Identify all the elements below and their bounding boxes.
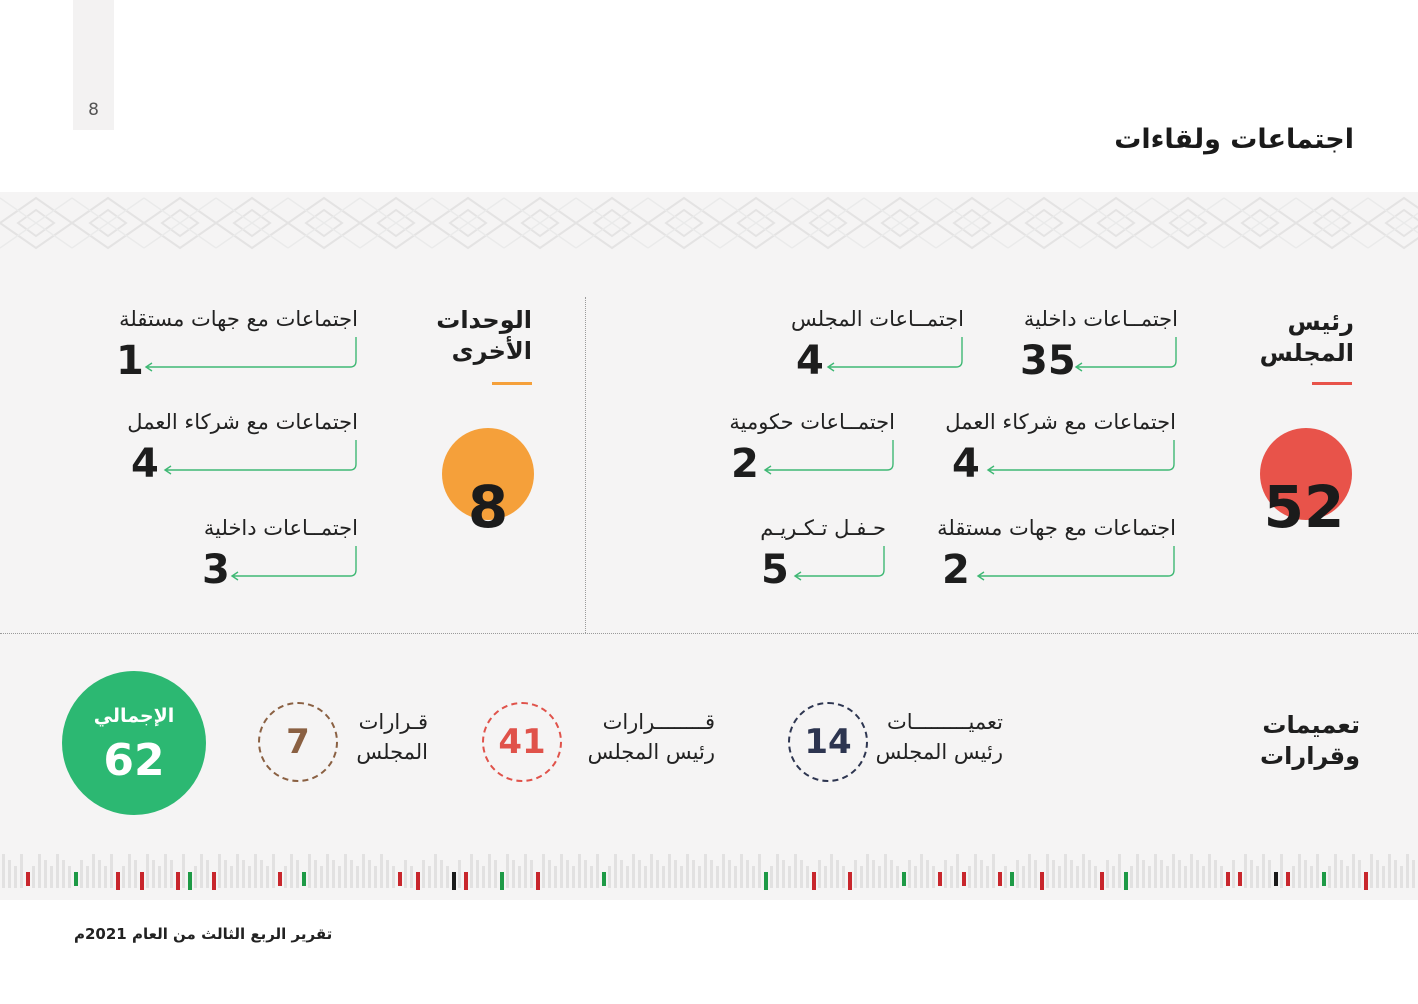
barcode-bar [818, 860, 821, 888]
stat-label: اجتماعات مع جهات مستقلة [937, 516, 1176, 540]
barcode-bar [458, 860, 461, 888]
barcode-bar [854, 860, 857, 888]
barcode-bar [374, 866, 377, 888]
barcode-bar [236, 854, 239, 888]
barcode-bar [764, 872, 768, 890]
barcode-bar [434, 854, 437, 888]
barcode-bar [92, 854, 95, 888]
barcode-bar [14, 866, 17, 888]
barcode-bar [890, 860, 893, 888]
barcode-bar [32, 866, 35, 888]
barcode-bar [1292, 866, 1295, 888]
barcode-bar [488, 854, 491, 888]
barcode-bar [170, 860, 173, 888]
barcode-bar [932, 866, 935, 888]
barcode-bar [1016, 860, 1019, 888]
barcode-bar [362, 854, 365, 888]
barcode-bar [122, 866, 125, 888]
barcode-bar [38, 854, 41, 888]
stat-value: 2 [942, 547, 970, 593]
barcode-bar [1142, 860, 1145, 888]
barcode-bar [1172, 854, 1175, 888]
barcode-bar [176, 872, 180, 890]
barcode-bar [1010, 872, 1014, 886]
barcode-bar [734, 866, 737, 888]
stat-label: اجتمــاعات المجلس [790, 307, 964, 331]
barcode-bar [1238, 872, 1242, 886]
barcode-bar [650, 854, 653, 888]
total-circle [62, 671, 206, 815]
chairman-underline [1312, 382, 1352, 385]
barcode-bar [20, 854, 23, 888]
barcode-bar [626, 866, 629, 888]
barcode-bar [1040, 872, 1044, 890]
stat-chairman-partners [945, 410, 1176, 490]
barcode-bar [1136, 854, 1139, 888]
barcode-bar [518, 866, 521, 888]
barcode-bar [1076, 866, 1079, 888]
barcode-bar [464, 872, 468, 890]
barcode-bar [812, 872, 816, 890]
barcode-bar [98, 860, 101, 888]
barcode-bar [1304, 860, 1307, 888]
section-title: اجتماعات ولقاءات [1114, 124, 1354, 155]
barcode-bar [1208, 854, 1211, 888]
barcode-bar [710, 860, 713, 888]
circulars-chairman-ring: 14 [788, 702, 868, 782]
stat-label: اجتماعات مع شركاء العمل [945, 410, 1176, 434]
barcode-bar [836, 860, 839, 888]
barcode-bar [1352, 854, 1355, 888]
stat-label: اجتماعات مع جهات مستقلة [119, 307, 358, 331]
barcode-bar [956, 854, 959, 888]
barcode-bar [1166, 866, 1169, 888]
barcode-bar [938, 872, 942, 886]
barcode-bar [608, 866, 611, 888]
barcode-bar [662, 866, 665, 888]
chairman-title: رئيس المجلس [1259, 308, 1354, 367]
barcode-bar [350, 860, 353, 888]
barcode-bar [644, 866, 647, 888]
stat-value: 4 [796, 338, 824, 384]
barcode-bar [1148, 866, 1151, 888]
barcode-bar [872, 860, 875, 888]
barcode-bar [128, 854, 131, 888]
barcode-bar [188, 872, 192, 890]
barcode-bar [68, 866, 71, 888]
barcode-bar [320, 866, 323, 888]
barcode-bar [200, 854, 203, 888]
barcode-bar [788, 866, 791, 888]
barcode-bar [590, 866, 593, 888]
barcode-bar [770, 866, 773, 888]
barcode-bar [446, 866, 449, 888]
barcode-bar [902, 872, 906, 886]
barcode-bar [728, 860, 731, 888]
barcode-bar [338, 866, 341, 888]
barcode-bar [242, 860, 245, 888]
barcode-bar [194, 866, 197, 888]
council-decisions-label: قـرارات المجلس [356, 710, 428, 764]
barcode-bar [260, 860, 263, 888]
barcode-bar [26, 872, 30, 886]
barcode-bar [698, 866, 701, 888]
barcode-bar [1346, 866, 1349, 888]
barcode-bar [104, 866, 107, 888]
barcode-bar [1118, 854, 1121, 888]
chairman-total: 52 [1263, 473, 1345, 541]
barcode-bar [680, 866, 683, 888]
barcode-bar [602, 872, 606, 886]
barcode-bar [482, 866, 485, 888]
barcode-bar [152, 860, 155, 888]
stat-other-independent [116, 307, 358, 387]
barcode-bar [410, 866, 413, 888]
barcode-bar [290, 854, 293, 888]
barcode-bar [668, 854, 671, 888]
barcode-bar [302, 872, 306, 886]
barcode-bar [1262, 854, 1265, 888]
barcode-bar [2, 854, 5, 888]
barcode-bar [1268, 860, 1271, 888]
barcode-bar [1202, 866, 1205, 888]
barcode-bar [386, 860, 389, 888]
barcode-bar [632, 854, 635, 888]
barcode-bar [908, 860, 911, 888]
barcode-bar [134, 860, 137, 888]
barcode-bar [794, 854, 797, 888]
barcode-bar [1364, 872, 1368, 890]
barcode-bar [914, 866, 917, 888]
barcode-bar [1124, 872, 1128, 890]
barcode-bar [1400, 866, 1403, 888]
barcode-bar [1232, 860, 1235, 888]
barcode-bar [80, 860, 83, 888]
barcode-bar [1094, 866, 1097, 888]
total-label: الإجمالي [93, 705, 175, 727]
barcode-bar [1022, 866, 1025, 888]
barcode-bar [1244, 854, 1247, 888]
barcode-bar [1394, 860, 1397, 888]
barcode-bar [566, 860, 569, 888]
barcode-bar [704, 854, 707, 888]
page-number: 8 [88, 100, 99, 120]
barcode-bar [992, 854, 995, 888]
barcode-bar [512, 860, 515, 888]
barcode-bar [1286, 872, 1290, 886]
decisions-chairman-ring: 41 [482, 702, 562, 782]
barcode-bar [1382, 866, 1385, 888]
barcode-bar [326, 854, 329, 888]
stat-label: اجتمــاعات داخلية [203, 516, 358, 540]
barcode-bar [1256, 866, 1259, 888]
barcode-bar [1160, 860, 1163, 888]
barcode-bar [752, 866, 755, 888]
barcode-bar [1298, 854, 1301, 888]
barcode-bar [422, 860, 425, 888]
stat-value: 4 [952, 441, 980, 487]
barcode-bar [776, 854, 779, 888]
barcode-bar [416, 872, 420, 890]
barcode-bar [974, 854, 977, 888]
barcode-bar [1376, 860, 1379, 888]
barcode-bar [692, 860, 695, 888]
other-units-title: الوحدات الأخرى [436, 306, 532, 365]
barcode-bar [530, 860, 533, 888]
barcode-bar [1070, 860, 1073, 888]
stat-chairman-council [790, 307, 964, 387]
barcode-bar [1226, 872, 1230, 886]
barcode-bar [722, 854, 725, 888]
barcode-bar [1250, 860, 1253, 888]
council-decisions-ring: 7 [258, 702, 338, 782]
barcode-bar [998, 872, 1002, 886]
barcode-bar [638, 860, 641, 888]
barcode-bar [452, 872, 456, 890]
barcode-bar [314, 860, 317, 888]
barcode-bar [476, 860, 479, 888]
stat-chairman-government [731, 410, 895, 490]
barcode-bar [1370, 854, 1373, 888]
barcode-bar [356, 866, 359, 888]
barcode-bar [440, 860, 443, 888]
stat-value: 2 [731, 441, 759, 487]
stat-label: حـفـل تـكـريـم [760, 516, 886, 540]
stat-value: 35 [1020, 338, 1076, 384]
barcode-bar [506, 854, 509, 888]
barcode-bar [470, 854, 473, 888]
stat-value: 5 [761, 547, 789, 593]
barcode-bar [884, 854, 887, 888]
barcode-bar [1130, 866, 1133, 888]
barcode-bar [272, 854, 275, 888]
horizontal-divider [0, 633, 1418, 634]
barcode-bar [860, 866, 863, 888]
stat-other-partners [127, 410, 358, 490]
barcode-bar [1328, 866, 1331, 888]
barcode-bar [8, 860, 11, 888]
barcode-bar [620, 860, 623, 888]
barcode-bar [554, 866, 557, 888]
barcode-bar [146, 854, 149, 888]
barcode-bar [1316, 854, 1319, 888]
barcode-bar [866, 854, 869, 888]
decisions-title: تعميمات وقرارات [1260, 711, 1360, 770]
barcode-bar [878, 866, 881, 888]
barcode-bar [920, 854, 923, 888]
barcode-bar [428, 866, 431, 888]
barcode-bar [1412, 860, 1415, 888]
barcode-bar [830, 854, 833, 888]
barcode-bar [560, 854, 563, 888]
barcode-bar [596, 854, 599, 888]
barcode-bar [224, 860, 227, 888]
barcode-bar [1058, 866, 1061, 888]
barcode-bar [800, 860, 803, 888]
total-value: 62 [103, 735, 165, 786]
decorative-barcode-strip [0, 852, 1418, 892]
barcode-bar [308, 854, 311, 888]
barcode-bar [86, 866, 89, 888]
barcode-bar [140, 872, 144, 890]
stat-value: 3 [202, 547, 230, 593]
barcode-bar [50, 866, 53, 888]
barcode-bar [896, 866, 899, 888]
barcode-bar [494, 860, 497, 888]
barcode-bar [524, 854, 527, 888]
stat-value: 4 [131, 441, 159, 487]
barcode-bar [614, 854, 617, 888]
barcode-bar [116, 872, 120, 890]
barcode-bar [1406, 854, 1409, 888]
barcode-bar [1088, 860, 1091, 888]
barcode-bar [1280, 854, 1283, 888]
barcode-bar [254, 854, 257, 888]
page-number-tab [73, 0, 114, 130]
footer-text: تقرير الربع الثالث من العام 2021م [74, 925, 333, 943]
barcode-bar [248, 866, 251, 888]
barcode-bar [1052, 860, 1055, 888]
stat-other-internal [202, 516, 358, 596]
barcode-bar [110, 854, 113, 888]
barcode-bar [1274, 872, 1278, 886]
barcode-bar [164, 854, 167, 888]
barcode-bar [1004, 866, 1007, 888]
barcode-bar [332, 860, 335, 888]
barcode-bar [398, 872, 402, 886]
stat-label: اجتمــاعات حكومية [729, 410, 895, 434]
barcode-bar [344, 854, 347, 888]
barcode-bar [842, 866, 845, 888]
stat-chairman-ceremony [761, 516, 886, 596]
stat-label: اجتماعات مع شركاء العمل [127, 410, 358, 434]
barcode-bar [1196, 860, 1199, 888]
barcode-bar [746, 860, 749, 888]
barcode-bar [278, 872, 282, 886]
barcode-bar [218, 854, 221, 888]
barcode-bar [1310, 866, 1313, 888]
other-units-underline [492, 382, 532, 385]
barcode-bar [158, 866, 161, 888]
stat-label: اجتمــاعات داخلية [1023, 307, 1178, 331]
barcode-bar [1064, 854, 1067, 888]
barcode-bar [656, 860, 659, 888]
barcode-bar [212, 872, 216, 890]
stat-value: 1 [116, 338, 144, 384]
barcode-bar [1334, 854, 1337, 888]
barcode-bar [962, 872, 966, 886]
barcode-bar [266, 866, 269, 888]
barcode-bar [404, 860, 407, 888]
barcode-bar [74, 872, 78, 886]
barcode-bar [392, 866, 395, 888]
barcode-bar [572, 866, 575, 888]
stat-chairman-internal [1020, 307, 1178, 387]
barcode-bar [182, 854, 185, 888]
vertical-divider [585, 297, 586, 633]
barcode-bar [758, 854, 761, 888]
decisions-chairman-label: قــــــــرارات رئيس المجلس [587, 710, 715, 764]
barcode-bar [1340, 860, 1343, 888]
barcode-bar [1106, 860, 1109, 888]
barcode-bar [1220, 866, 1223, 888]
barcode-bar [950, 866, 953, 888]
barcode-bar [986, 866, 989, 888]
barcode-bar [1190, 854, 1193, 888]
barcode-bar [980, 860, 983, 888]
barcode-bar [1178, 860, 1181, 888]
barcode-bar [1388, 854, 1391, 888]
barcode-bar [1184, 866, 1187, 888]
barcode-bar [740, 854, 743, 888]
barcode-bar [848, 872, 852, 890]
barcode-bar [824, 866, 827, 888]
barcode-bar [1100, 872, 1104, 890]
barcode-bar [782, 860, 785, 888]
barcode-bar [926, 860, 929, 888]
barcode-bar [44, 860, 47, 888]
barcode-bar [578, 854, 581, 888]
barcode-bar [542, 854, 545, 888]
barcode-bar [674, 860, 677, 888]
barcode-bar [548, 860, 551, 888]
barcode-bar [206, 860, 209, 888]
barcode-bar [806, 866, 809, 888]
other-units-total: 8 [467, 473, 509, 541]
barcode-bar [230, 866, 233, 888]
barcode-bar [1034, 860, 1037, 888]
barcode-bar [716, 866, 719, 888]
barcode-bar [1082, 854, 1085, 888]
barcode-bar [1358, 860, 1361, 888]
barcode-bar [1112, 866, 1115, 888]
barcode-bar [62, 860, 65, 888]
stat-chairman-independent [937, 516, 1176, 596]
barcode-bar [1214, 860, 1217, 888]
barcode-bar [686, 854, 689, 888]
barcode-bar [944, 860, 947, 888]
barcode-bar [968, 866, 971, 888]
barcode-bar [296, 860, 299, 888]
barcode-bar [1322, 872, 1326, 886]
barcode-bar [380, 854, 383, 888]
decorative-pattern [0, 192, 1418, 254]
stats-panel [0, 192, 1418, 900]
barcode-bar [1028, 854, 1031, 888]
barcode-bar [584, 860, 587, 888]
barcode-bar [536, 872, 540, 890]
barcode-bar [1046, 854, 1049, 888]
barcode-bar [1154, 854, 1157, 888]
barcode-bar [56, 854, 59, 888]
circulars-chairman-label: تعميـــــــــات رئيس المجلس [875, 710, 1003, 764]
barcode-bar [284, 866, 287, 888]
barcode-bar [500, 872, 504, 890]
barcode-bar [368, 860, 371, 888]
